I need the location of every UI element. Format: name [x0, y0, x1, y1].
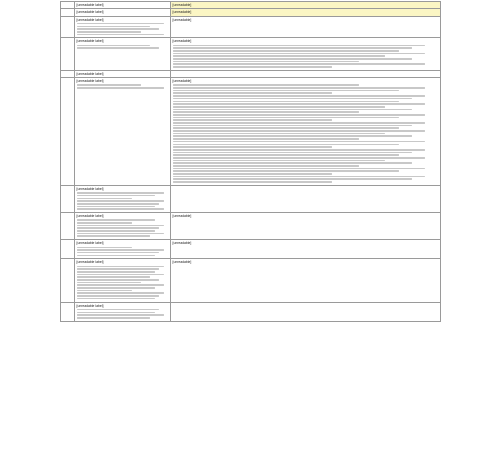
row-label-text: [unreadable label]	[76, 10, 104, 15]
row-number	[61, 9, 75, 16]
table-row	[61, 240, 441, 259]
row-value-text: [unreadable]	[172, 10, 192, 15]
row-label-text: [unreadable label]	[76, 303, 104, 308]
row-label-text-lines	[77, 247, 169, 257]
row-number	[61, 38, 75, 71]
row-value	[171, 185, 441, 212]
row-label	[75, 240, 171, 259]
row-label-text: [unreadable label]	[76, 71, 104, 76]
row-number	[61, 259, 75, 302]
table-row	[61, 9, 441, 16]
table-row	[61, 78, 441, 186]
row-value	[171, 213, 441, 240]
row-label-text-lines	[77, 45, 169, 49]
row-label-text-lines	[77, 84, 169, 88]
table-row	[61, 16, 441, 38]
row-value	[171, 70, 441, 77]
row-label-text-lines	[77, 309, 169, 319]
row-label-text: [unreadable label]	[76, 3, 104, 7]
row-value-text: [unreadable]	[172, 39, 192, 44]
row-number	[61, 185, 75, 212]
row-label-text: [unreadable label]	[76, 79, 104, 84]
row-label-text: [unreadable label]	[76, 17, 104, 22]
row-value-text: [unreadable]	[172, 3, 192, 7]
table-body	[61, 2, 441, 322]
row-number	[61, 240, 75, 259]
row-label	[75, 2, 171, 9]
row-number	[61, 78, 75, 186]
row-label-text-lines	[77, 192, 169, 210]
row-value	[171, 16, 441, 38]
row-label-text-lines	[77, 23, 169, 35]
row-label-text-lines	[77, 219, 169, 237]
row-label-text: [unreadable label]	[76, 241, 104, 246]
row-label	[75, 185, 171, 212]
table-row	[61, 2, 441, 9]
row-label	[75, 302, 171, 321]
table-row	[61, 302, 441, 321]
row-value	[171, 259, 441, 302]
product-info-table	[60, 1, 441, 322]
row-number	[61, 302, 75, 321]
table-row	[61, 38, 441, 71]
row-number	[61, 2, 75, 9]
row-label	[75, 38, 171, 71]
row-number	[61, 16, 75, 38]
row-value-text: [unreadable]	[172, 17, 192, 22]
row-value	[171, 2, 441, 9]
row-label	[75, 78, 171, 186]
row-number	[61, 213, 75, 240]
row-number	[61, 70, 75, 77]
row-label	[75, 16, 171, 38]
row-value	[171, 302, 441, 321]
row-label-text: [unreadable label]	[76, 39, 104, 44]
row-label	[75, 70, 171, 77]
row-value-text: [unreadable]	[172, 79, 192, 84]
row-label	[75, 213, 171, 240]
row-value-text-lines	[173, 45, 439, 68]
row-label-text: [unreadable label]	[76, 214, 104, 218]
row-label-text-lines	[77, 266, 169, 300]
row-value-text-lines	[173, 84, 439, 182]
row-label-text: [unreadable label]	[76, 186, 104, 191]
row-value-text: [unreadable]	[172, 241, 192, 246]
row-value-text: [unreadable]	[172, 214, 192, 218]
row-label	[75, 9, 171, 16]
row-value	[171, 38, 441, 71]
row-value	[171, 78, 441, 186]
table-row	[61, 213, 441, 240]
table-row	[61, 185, 441, 212]
table-row	[61, 70, 441, 77]
row-label	[75, 259, 171, 302]
row-value-text: [unreadable]	[172, 260, 192, 265]
table-row	[61, 259, 441, 302]
row-label-text: [unreadable label]	[76, 260, 104, 265]
row-value	[171, 9, 441, 16]
row-value	[171, 240, 441, 259]
